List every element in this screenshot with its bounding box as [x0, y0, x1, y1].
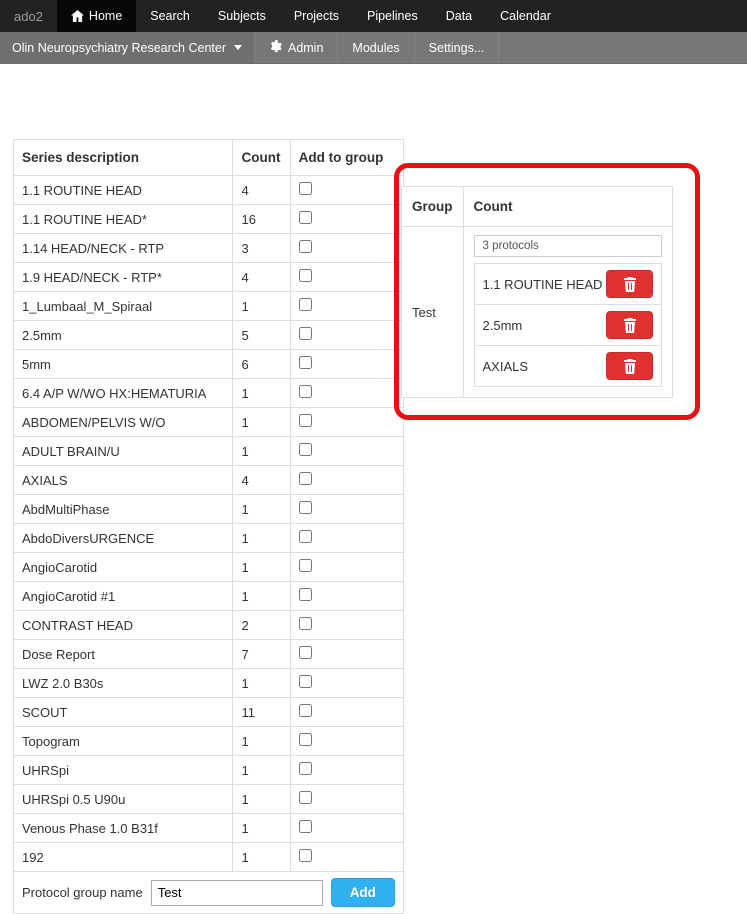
- nav-item-data-label: Data: [445, 9, 473, 23]
- cell-add-to-group: [290, 582, 403, 611]
- cell-add-to-group: [290, 785, 403, 814]
- top-navbar: [0, 0, 747, 32]
- cell-count: 4: [233, 466, 290, 495]
- delete-protocol-button[interactable]: [606, 311, 653, 339]
- protocol-group-name-input[interactable]: [151, 880, 323, 906]
- add-to-group-checkbox[interactable]: [299, 269, 312, 282]
- cell-add-to-group: [290, 321, 403, 350]
- nav-item-home-label: Home: [88, 9, 123, 23]
- brand-logo[interactable]: ado2: [14, 8, 43, 24]
- table-row: [14, 843, 404, 872]
- cell-series-description: ADULT BRAIN/U: [14, 437, 233, 466]
- cell-series-description: AbdoDiversURGENCE: [14, 524, 233, 553]
- cell-count: 5: [233, 321, 290, 350]
- cell-count: 1: [233, 814, 290, 843]
- table-row: [14, 408, 404, 437]
- add-to-group-checkbox[interactable]: [299, 327, 312, 340]
- subbar-item-settings-label: Settings...: [428, 40, 485, 55]
- table-row: [14, 321, 404, 350]
- protocol-group-name-label: Protocol group name: [22, 885, 143, 900]
- table-row: [14, 176, 404, 205]
- cell-count: 6: [233, 350, 290, 379]
- add-to-group-checkbox[interactable]: [299, 356, 312, 369]
- cell-add-to-group: [290, 669, 403, 698]
- add-to-group-checkbox[interactable]: [299, 762, 312, 775]
- table-row: [14, 669, 404, 698]
- cell-count: 16: [233, 205, 290, 234]
- cell-series-description: 5mm: [14, 350, 233, 379]
- cell-add-to-group: [290, 553, 403, 582]
- cell-count: 1: [233, 553, 290, 582]
- list-item: [475, 305, 662, 346]
- trash-icon: [623, 318, 637, 333]
- cell-count: 3: [233, 234, 290, 263]
- cell-count: 1: [233, 292, 290, 321]
- column-header-group-count: Count: [463, 187, 672, 227]
- cell-series-description: AngioCarotid: [14, 553, 233, 582]
- table-row: [14, 437, 404, 466]
- cell-series-description: 1.1 ROUTINE HEAD*: [14, 205, 233, 234]
- cell-series-description: AbdMultiPhase: [14, 495, 233, 524]
- protocol-group-form-row: [14, 872, 404, 914]
- cell-add-to-group: [290, 640, 403, 669]
- group-table-header-row: [402, 187, 672, 227]
- add-to-group-checkbox[interactable]: [299, 182, 312, 195]
- table-row: [14, 205, 404, 234]
- cell-series-description: AXIALS: [14, 466, 233, 495]
- cell-series-description: UHRSpi: [14, 756, 233, 785]
- nav-item-search[interactable]: [136, 0, 204, 32]
- table-row: [14, 640, 404, 669]
- nav-item-subjects-label: Subjects: [217, 9, 266, 23]
- cell-add-to-group: [290, 176, 403, 205]
- nav-item-pipelines-label: Pipelines: [366, 9, 418, 23]
- cell-add-to-group: [290, 205, 403, 234]
- cell-count: 1: [233, 379, 290, 408]
- nav-item-data[interactable]: [432, 0, 486, 32]
- table-header-row: [14, 140, 404, 176]
- subbar-item-modules[interactable]: [338, 32, 414, 63]
- add-to-group-checkbox[interactable]: [299, 791, 312, 804]
- table-row: [14, 553, 404, 582]
- cell-add-to-group: [290, 843, 403, 872]
- cell-series-description: Dose Report: [14, 640, 233, 669]
- nav-item-calendar-label: Calendar: [500, 9, 551, 23]
- cell-add-to-group: [290, 263, 403, 292]
- table-row: [14, 292, 404, 321]
- protocol-group-panel: [401, 186, 673, 398]
- nav-item-subjects[interactable]: [204, 0, 280, 32]
- table-row: [14, 727, 404, 756]
- add-to-group-checkbox[interactable]: [299, 646, 312, 659]
- table-row: [14, 611, 404, 640]
- cell-series-description: SCOUT: [14, 698, 233, 727]
- nav-item-pipelines[interactable]: [353, 0, 432, 32]
- cell-count: 2: [233, 611, 290, 640]
- add-to-group-checkbox[interactable]: [299, 530, 312, 543]
- nav-item-home[interactable]: [57, 0, 136, 32]
- project-selector-label: Olin Neuropsychiatry Research Center: [12, 40, 226, 55]
- table-row: [14, 379, 404, 408]
- column-header-count: Count: [233, 140, 290, 176]
- table-row: [14, 582, 404, 611]
- nav-item-projects[interactable]: [280, 0, 353, 32]
- nav-item-search-label: Search: [150, 9, 190, 23]
- table-row: [14, 495, 404, 524]
- cell-count: 7: [233, 640, 290, 669]
- cell-count: 1: [233, 582, 290, 611]
- protocol-name: 1.1 ROUTINE HEAD: [482, 276, 603, 292]
- protocol-group-form-cell: [14, 872, 404, 914]
- protocol-name: 2.5mm: [482, 317, 523, 333]
- trash-icon: [623, 277, 637, 292]
- cell-add-to-group: [290, 292, 403, 321]
- table-row: [14, 524, 404, 553]
- cell-count: 1: [233, 669, 290, 698]
- cell-series-description: Venous Phase 1.0 B31f: [14, 814, 233, 843]
- group-protocols-cell: [463, 227, 672, 398]
- delete-protocol-button[interactable]: [606, 270, 653, 298]
- add-to-group-checkbox[interactable]: [299, 472, 312, 485]
- add-to-group-checkbox[interactable]: [299, 704, 312, 717]
- cell-series-description: LWZ 2.0 B30s: [14, 669, 233, 698]
- cell-series-description: Topogram: [14, 727, 233, 756]
- add-to-group-checkbox[interactable]: [299, 675, 312, 688]
- add-button[interactable]: Add: [331, 878, 395, 907]
- protocol-name: AXIALS: [482, 358, 529, 374]
- cell-series-description: 1.1 ROUTINE HEAD: [14, 176, 233, 205]
- table-row: [14, 756, 404, 785]
- page-body: [0, 64, 747, 900]
- add-to-group-checkbox[interactable]: [299, 849, 312, 862]
- table-row: [14, 234, 404, 263]
- cell-add-to-group: [290, 234, 403, 263]
- add-to-group-checkbox[interactable]: [299, 298, 312, 311]
- protocol-count-badge: 3 protocols: [474, 235, 663, 257]
- group-row: [402, 227, 672, 398]
- cell-series-description: ABDOMEN/PELVIS W/O: [14, 408, 233, 437]
- cell-count: 1: [233, 437, 290, 466]
- subbar-item-admin[interactable]: [255, 32, 338, 63]
- project-selector[interactable]: [0, 32, 255, 63]
- group-table: [402, 187, 672, 397]
- home-icon: [71, 10, 84, 22]
- chevron-down-icon: [234, 45, 242, 50]
- cell-series-description: 192: [14, 843, 233, 872]
- cell-add-to-group: [290, 437, 403, 466]
- add-to-group-checkbox[interactable]: [299, 588, 312, 601]
- table-row: [14, 466, 404, 495]
- list-item: [475, 264, 662, 305]
- group-name-cell: Test: [402, 227, 463, 398]
- table-row: [14, 263, 404, 292]
- cell-series-description: UHRSpi 0.5 U90u: [14, 785, 233, 814]
- add-to-group-checkbox[interactable]: [299, 501, 312, 514]
- cell-count: 4: [233, 263, 290, 292]
- protocol-list: [474, 263, 663, 387]
- nav-item-calendar[interactable]: [486, 0, 565, 32]
- series-description-table-wrapper: [13, 139, 394, 914]
- trash-icon: [623, 359, 637, 374]
- add-to-group-checkbox[interactable]: [299, 240, 312, 253]
- cell-series-description: 6.4 A/P W/WO HX:HEMATURIA: [14, 379, 233, 408]
- cell-count: 4: [233, 176, 290, 205]
- add-to-group-checkbox[interactable]: [299, 385, 312, 398]
- add-to-group-checkbox[interactable]: [299, 559, 312, 572]
- group-table-body: [402, 227, 672, 398]
- table-row: [14, 814, 404, 843]
- subbar-item-settings[interactable]: [415, 32, 500, 63]
- cell-add-to-group: [290, 379, 403, 408]
- table-row: [14, 785, 404, 814]
- add-to-group-checkbox[interactable]: [299, 211, 312, 224]
- add-to-group-checkbox[interactable]: [299, 617, 312, 630]
- add-to-group-checkbox[interactable]: [299, 414, 312, 427]
- cell-add-to-group: [290, 756, 403, 785]
- cell-add-to-group: [290, 466, 403, 495]
- subbar-item-admin-label: Admin: [287, 40, 324, 55]
- gear-icon: [269, 40, 282, 56]
- list-item: [475, 346, 662, 387]
- cell-count: 1: [233, 408, 290, 437]
- cell-count: 1: [233, 785, 290, 814]
- table-row: [14, 350, 404, 379]
- column-header-add-to-group: Add to group: [290, 140, 403, 176]
- cell-add-to-group: [290, 814, 403, 843]
- add-to-group-checkbox[interactable]: [299, 733, 312, 746]
- add-to-group-checkbox[interactable]: [299, 443, 312, 456]
- column-header-group: Group: [402, 187, 463, 227]
- cell-count: 1: [233, 727, 290, 756]
- table-row: [14, 698, 404, 727]
- cell-add-to-group: [290, 524, 403, 553]
- cell-count: 1: [233, 524, 290, 553]
- delete-protocol-button[interactable]: [606, 352, 653, 380]
- cell-series-description: 1.9 HEAD/NECK - RTP*: [14, 263, 233, 292]
- cell-count: 1: [233, 843, 290, 872]
- cell-add-to-group: [290, 495, 403, 524]
- cell-add-to-group: [290, 698, 403, 727]
- column-header-series-description: Series description: [14, 140, 233, 176]
- cell-count: 1: [233, 756, 290, 785]
- cell-add-to-group: [290, 408, 403, 437]
- cell-series-description: 1.14 HEAD/NECK - RTP: [14, 234, 233, 263]
- series-description-table: [13, 139, 404, 914]
- cell-add-to-group: [290, 727, 403, 756]
- cell-count: 1: [233, 495, 290, 524]
- cell-series-description: 1_Lumbaal_M_Spiraal: [14, 292, 233, 321]
- nav-item-projects-label: Projects: [293, 9, 339, 23]
- cell-series-description: CONTRAST HEAD: [14, 611, 233, 640]
- cell-count: 11: [233, 698, 290, 727]
- cell-add-to-group: [290, 611, 403, 640]
- series-table-body: [14, 176, 404, 914]
- subbar-item-modules-label: Modules: [352, 40, 400, 55]
- cell-add-to-group: [290, 350, 403, 379]
- cell-series-description: 2.5mm: [14, 321, 233, 350]
- secondary-navbar: [0, 32, 747, 64]
- add-to-group-checkbox[interactable]: [299, 820, 312, 833]
- cell-series-description: AngioCarotid #1: [14, 582, 233, 611]
